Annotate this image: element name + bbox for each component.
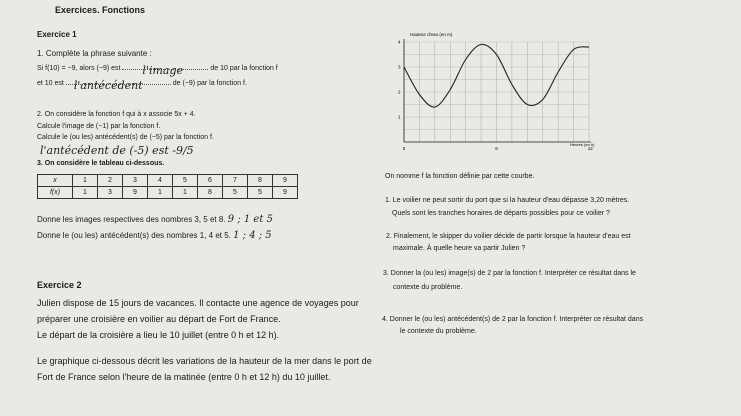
ex1-q1-line1-a: Si f(10) = −9, alors (−9) est [37,65,121,72]
ex1-q2-handwritten-answer: l'antécédent de (-5) est -9/5 [40,144,194,157]
ex1-q1-answer1-field[interactable] [122,64,208,77]
table-cell: 8 [198,187,223,199]
page-title: Exercices. Fonctions [55,5,146,15]
table-header-fx: f(x) [38,187,73,199]
x-tick-label: 6 [495,146,498,151]
table-cell: 9 [273,187,298,199]
ex1-q1-line2-a: et 10 est [37,80,64,87]
ex1-q1-line1 [37,64,278,77]
y-tick-label: 3 [398,64,401,70]
ex1-q1-line2 [37,79,247,92]
ex2-paragraph-line: Le départ de la croisière a lieu le 10 juillet (entre 0 h et 12 h). [37,330,280,340]
ex1-q3-intro: 3. On considère le tableau ci-dessous. [37,160,165,167]
table-cell: 3 [123,175,148,187]
x-tick-label: 12 [587,146,593,151]
y-tick-label: 1 [398,114,401,120]
ex2-paragraph-line: Fort de France selon l'heure de la matinée (entre 0 h et 12 h) du 10 juillet. [37,372,331,382]
table-cell: 1 [73,187,98,199]
values-table [37,174,298,199]
ex2-paragraph-line: préparer une croisière en voilier au départ de Fort de France. [37,314,281,324]
right-q1b: Quels sont les tranches horaires de départs possibles pour ce voilier ? [392,210,610,217]
x-tick-label: 0 [402,146,406,151]
table-cell: 6 [198,175,223,187]
table-cell: 5 [248,187,273,199]
y-tick-label: 4 [398,39,401,45]
ex2-paragraph-line: Julien dispose de 15 jours de vacances. Il contacte une agence de voyages pour [37,298,359,308]
right-q2: 2. Finalement, le skipper du voilier décide de partir lorsque la hauteur d'eau est [386,233,631,240]
right-q4b: le contexte du problème. [400,328,477,335]
table-cell: 4 [148,175,173,187]
ex1-q3-b-text: Donne le (ou les) antécédent(s) des nombres 1, 4 et 5. [37,231,231,240]
ex1-q1-answer2-handwriting: l'antécédent [73,79,143,92]
right-q3: 3. Donner la (ou les) image(s) de 2 par la fonction f. Interpréter ce résultat dans le [383,270,636,277]
tide-height-chart [392,30,595,165]
table-cell: 3 [98,187,123,199]
x-axis-label: Heures (en h) [570,142,595,147]
ex1-q3-b-handwriting: 1 ; 4 ; 5 [233,230,272,241]
right-q4: 4. Donner le (ou les) antécédent(s) de 2 par la fonction f. Interpréter ce résultat dans [382,316,644,323]
table-cell: 2 [98,175,123,187]
ex1-q2-intro: 2. On considère la fonction f qui à x associe 5x + 4. [37,111,196,118]
right-q3b: contexte du problème. [393,284,463,291]
table-row-x [38,175,298,187]
ex1-q3-a-text: Donne les images respectives des nombres 3, 5 et 8. [37,215,226,224]
ex1-q3-a [37,215,273,225]
table-row-fx [38,187,298,199]
table-cell: 9 [123,187,148,199]
table-cell: 5 [223,187,248,199]
exercise-1-title: Exercice 1 [37,30,77,39]
ex1-q3-b [37,231,272,241]
right-intro: On nomme f la fonction définie par cette courbe. [385,173,535,180]
ex1-q1-answer1-handwriting: l'image [142,64,184,77]
ex2-paragraph-line: Le graphique ci-dessous décrit les variations de la hauteur de la mer dans le port de [37,356,372,366]
y-tick-label: 2 [398,89,401,95]
table-cell: 8 [248,175,273,187]
right-q1: 1. Le voilier ne peut sortir du port que si la hauteur d'eau dépasse 3,20 mètres. [385,197,630,204]
table-cell: 1 [148,187,173,199]
ex1-q2-b: Calcule le (ou les) antécédent(s) de (−5) par la fonction f. [37,134,214,141]
ex1-q1-line1-b: de 10 par la fonction f [210,65,278,72]
ex1-q2-a: Calcule l'image de (−1) par la fonction f. [37,123,161,130]
ex1-q3-a-handwriting: 9 ; 1 et 5 [227,214,273,225]
chart-ticks [398,40,593,152]
table-cell: 1 [73,175,98,187]
chart-grid [404,42,589,142]
ex1-q1-answer2-field[interactable] [66,79,171,92]
right-q2b: maximale. À quelle heure va partir Julien ? [393,245,526,252]
table-cell: 7 [223,175,248,187]
y-axis-label: Hauteur d'eau (en m) [410,32,453,37]
exercise-2-title: Exercice 2 [37,280,82,290]
table-cell: 1 [173,187,198,199]
ex1-q1-line2-b: de (−9) par la fonction f. [172,80,247,87]
table-cell: 9 [273,175,298,187]
table-header-x: x [38,175,73,187]
table-cell: 5 [173,175,198,187]
ex1-q1-intro: 1. Complète la phrase suivante : [37,49,152,58]
